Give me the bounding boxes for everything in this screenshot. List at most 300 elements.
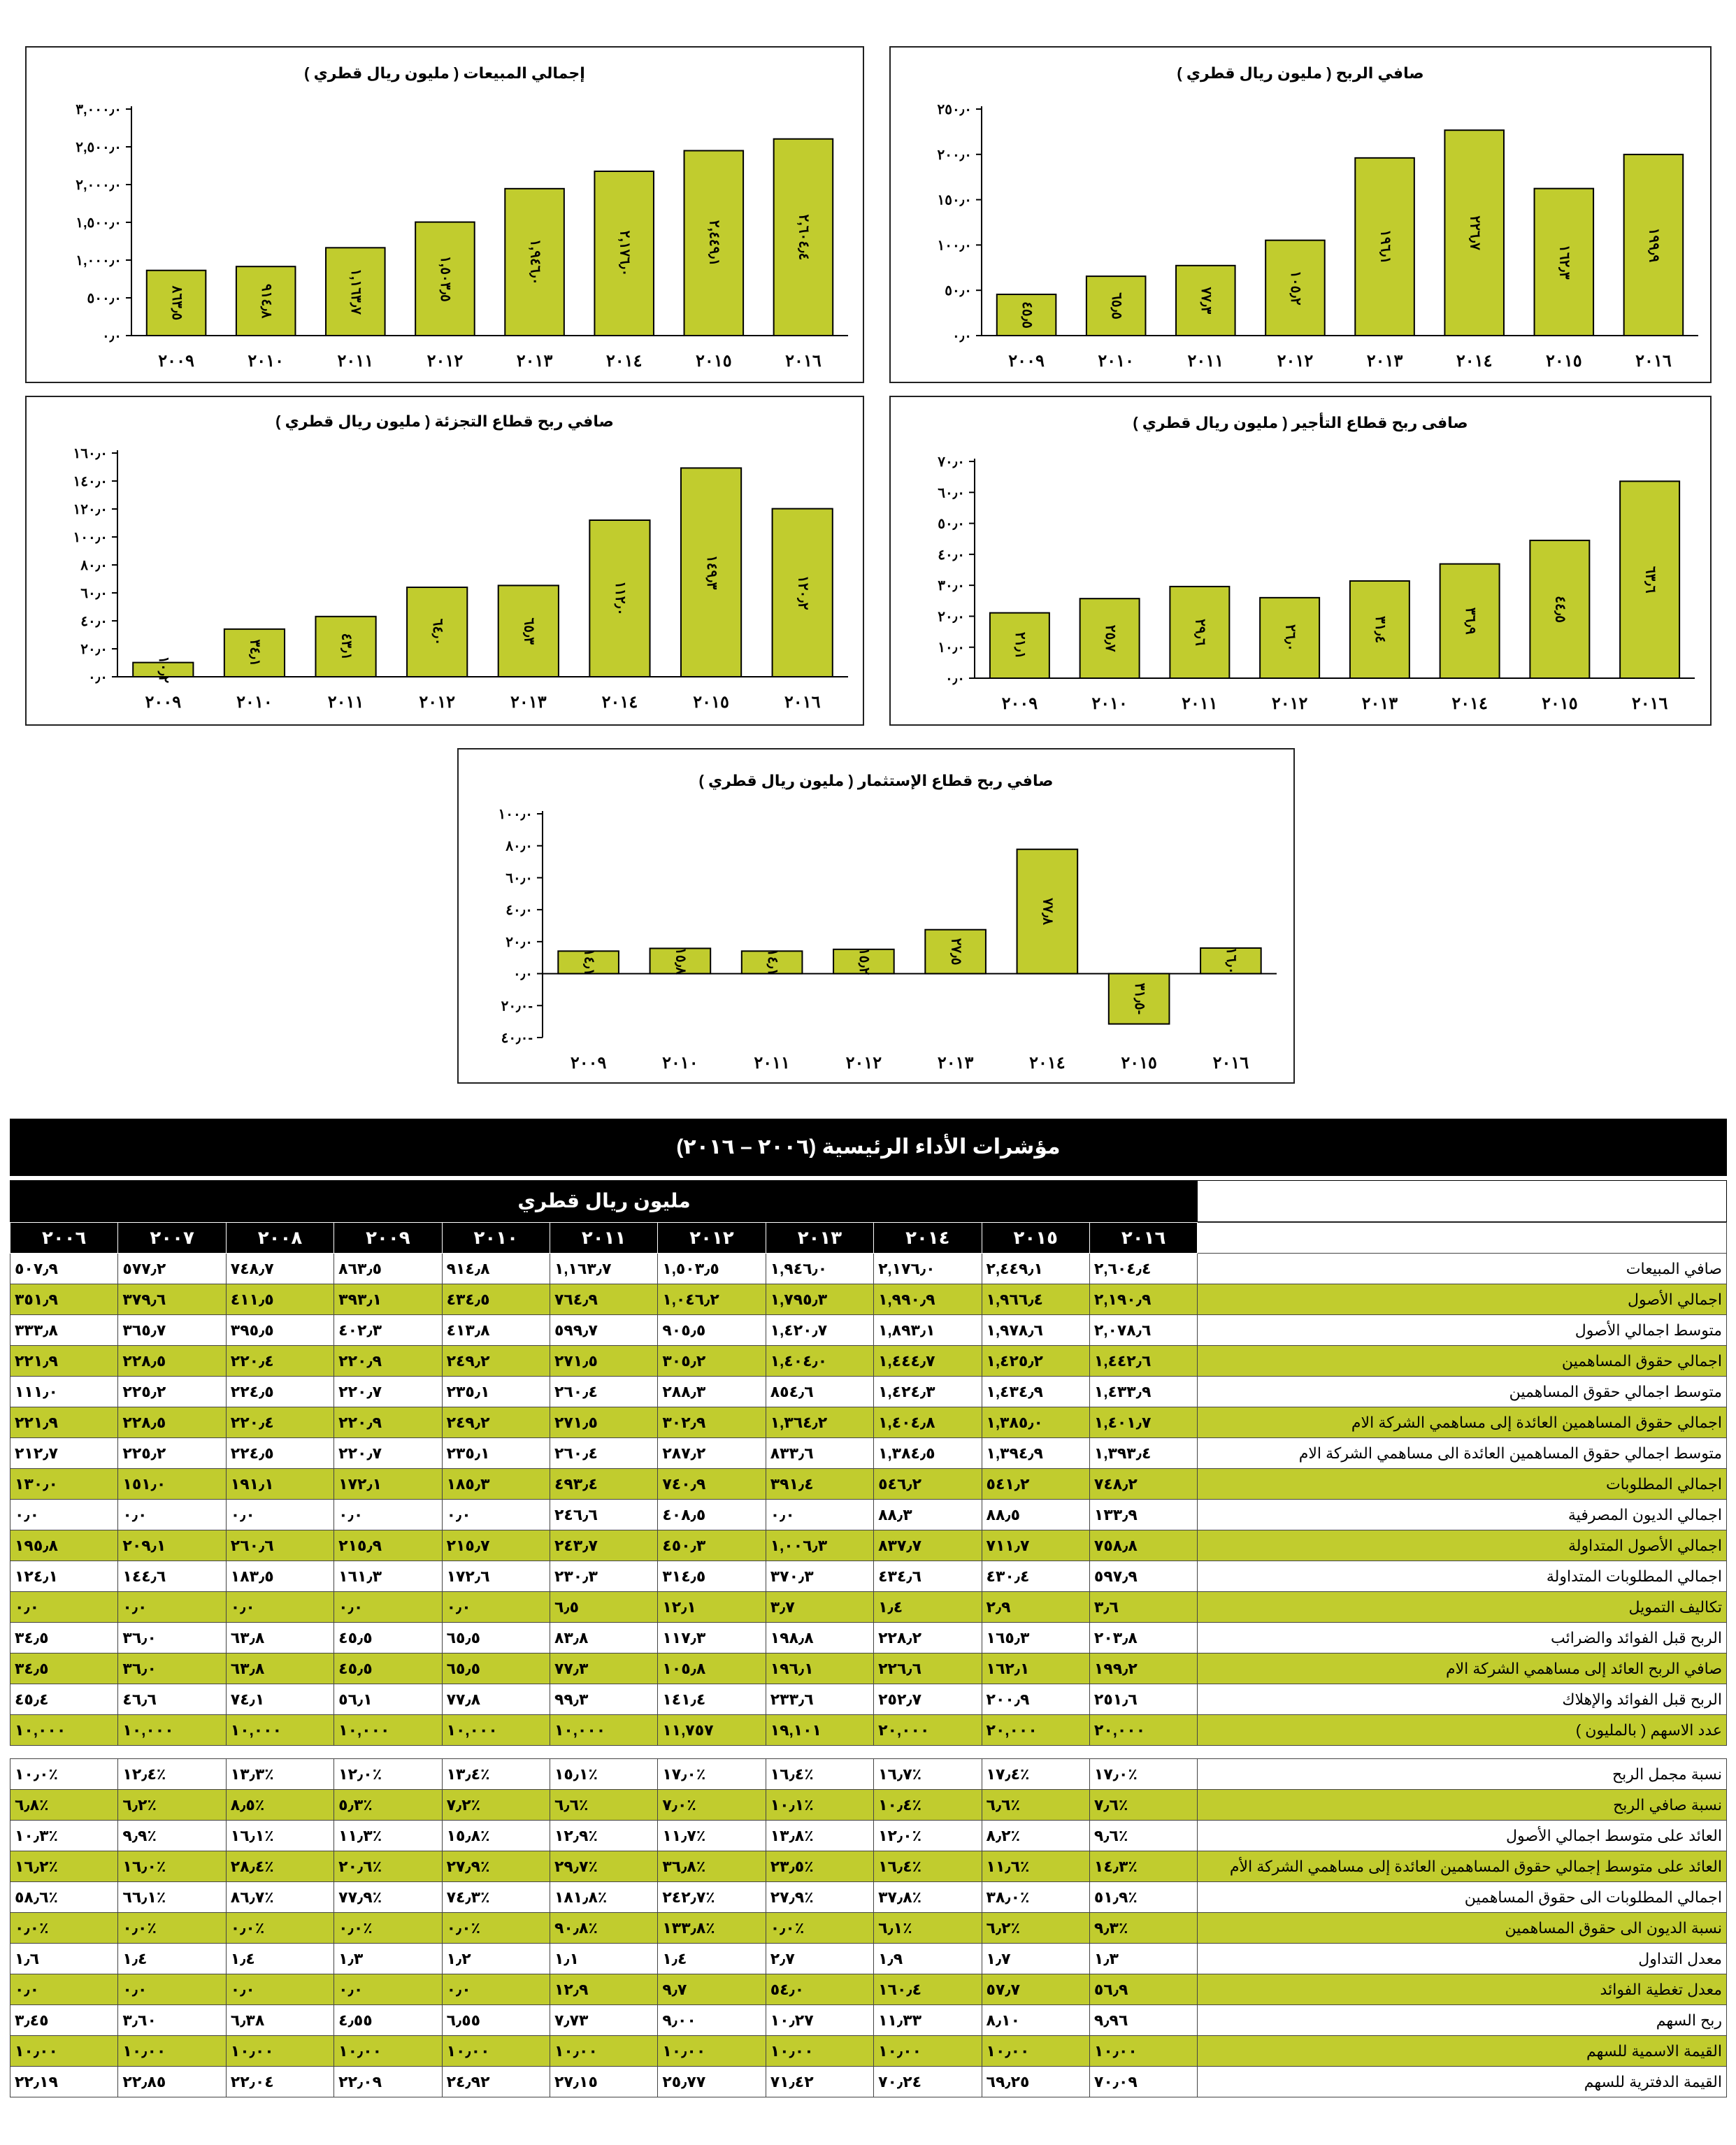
- data-label: ١٩٦٫١: [1377, 229, 1393, 264]
- table-cell: ٤٥٫٥: [334, 1623, 442, 1653]
- table-cell: ٪٣٨٫٠: [982, 1882, 1089, 1913]
- table-cell: ٧٫٧٣: [550, 2005, 657, 2036]
- table-cell: ٢٠,٠٠٠: [874, 1715, 982, 1746]
- table-cell: ٪٢٠٫٦: [334, 1851, 442, 1882]
- row-label: اجمالي الأصول المتداولة: [1198, 1530, 1727, 1561]
- kpi-section: [10, 1119, 1727, 2097]
- table-cell: ٣٦٫٠: [118, 1623, 226, 1653]
- data-label: ٧٧٫٣: [1198, 287, 1214, 315]
- table-cell: ١٩٨٫٨: [766, 1623, 873, 1653]
- table-cell: ٪١٠٫٤: [874, 1790, 982, 1821]
- data-label: ٦٤٫٠: [429, 618, 445, 646]
- table-cell: ١٩١٫١: [226, 1469, 333, 1500]
- table-cell: ١,٤٣٤٫٩: [982, 1377, 1089, 1407]
- table-cell: ٠٫٠: [10, 1974, 118, 2005]
- y-tick-label: ٨٠٫٠: [80, 558, 108, 573]
- data-label: ١٢٠٫٢: [795, 575, 811, 610]
- table-cell: ٢٣٣٫٦: [766, 1684, 873, 1715]
- table-cell: ١,٩٤٦٫٠: [766, 1254, 873, 1284]
- table-cell: ١,٩٧٨٫٦: [982, 1315, 1089, 1346]
- table-cell: ٠٫٠: [10, 1500, 118, 1530]
- chart-sales: [25, 46, 864, 383]
- table-cell: ٢٢٫٠٤: [226, 2067, 333, 2097]
- table-cell: ٢٢٠٫٤: [226, 1407, 333, 1438]
- table-cell: ٤٩٣٫٤: [550, 1469, 657, 1500]
- table-cell: ١٫٣: [1089, 1944, 1197, 1974]
- table-cell: ١٦٥٫٣: [982, 1623, 1089, 1653]
- table-cell: ٪١٠٫٠: [10, 1759, 118, 1790]
- row-label: متوسط اجمالي حقوق المساهمين العائدة الى مساهمي الشركة الام: [1198, 1438, 1727, 1469]
- table-cell: ٣٫٦: [1089, 1592, 1197, 1623]
- chart-retail: [25, 396, 864, 726]
- table-cell: ٨٦٣٫٥: [334, 1254, 442, 1284]
- row-label: نسبة الديون الى حقوق المساهمين: [1198, 1913, 1727, 1944]
- table-cell: ٣٫٤٥: [10, 2005, 118, 2036]
- kpi-unit: مليون ريال قطري: [10, 1181, 1199, 1221]
- table-cell: ٪٦٫١: [874, 1913, 982, 1944]
- table-cell: ٪١٠٫١: [766, 1790, 873, 1821]
- table-cell: ٪٥١٫٩: [1089, 1882, 1197, 1913]
- table-cell: ٢٤٩٫٢: [442, 1407, 550, 1438]
- table-cell: ١,٣٩٤٫٩: [982, 1438, 1089, 1469]
- data-label: ٤٥٫٥: [1019, 301, 1035, 329]
- row-label: صافي الربح العائد إلى مساهمي الشركة الام: [1198, 1653, 1727, 1684]
- x-tick-label: ٢٠١٣: [510, 693, 547, 712]
- table-cell: ٠٫٠: [226, 1974, 333, 2005]
- table-cell: ١١٫٣٣: [874, 2005, 982, 2036]
- table-cell: ١٠٫٠٠: [442, 2036, 550, 2067]
- chart-title: إجمالي المبيعات ( مليون ريال قطري ): [304, 64, 585, 82]
- row-label: تكاليف التمويل: [1198, 1592, 1727, 1623]
- row-label: اجمالي حقوق المساهمين: [1198, 1346, 1727, 1377]
- table-cell: ٩٩٫٣: [550, 1684, 657, 1715]
- table-cell: ٢٫٩: [982, 1592, 1089, 1623]
- table-cell: ١٠٫٠٠: [874, 2036, 982, 2067]
- table-cell: ٠٫٠: [334, 1974, 442, 2005]
- table-cell: ١٫٤: [118, 1944, 226, 1974]
- table-cell: ٣٧٠٫٣: [766, 1561, 873, 1592]
- y-tick-label: ١٠٠٫٠: [937, 238, 972, 254]
- chart-leasing-svg: [891, 397, 1710, 724]
- table-cell: ٪٧٫٦: [1089, 1790, 1197, 1821]
- table-row: [10, 1882, 1727, 1913]
- table-cell: ١٫٦: [10, 1944, 118, 1974]
- table-cell: ١٠٫٠٠: [334, 2036, 442, 2067]
- data-label: ٦٣٫٦: [1642, 566, 1658, 594]
- table-cell: ٢٢٫٨٥: [118, 2067, 226, 2097]
- table-cell: ١٨٥٫٣: [442, 1469, 550, 1500]
- table-cell: ٢٦٠٫٤: [550, 1438, 657, 1469]
- table-cell: ٢٧١٫٥: [550, 1407, 657, 1438]
- table-cell: ٠٫٠: [442, 1974, 550, 2005]
- y-tick-label: ٦٠٫٠: [505, 870, 533, 887]
- x-tick-label: ٢٠٠٩: [158, 352, 194, 371]
- y-tick-label: ١,٥٠٠٫٠: [76, 215, 122, 231]
- data-label: ١٤٫١: [581, 949, 597, 976]
- table-cell: ٩١٤٫٨: [442, 1254, 550, 1284]
- table-cell: ١٠٫٠٠: [10, 2036, 118, 2067]
- table-cell: ٧٠٫٢٤: [874, 2067, 982, 2097]
- table-cell: ٢٢٤٫٥: [226, 1438, 333, 1469]
- kpi-header-blank: [1199, 1181, 1726, 1221]
- table-cell: ٨٣٫٨: [550, 1623, 657, 1653]
- table-cell: ٪١٢٫٠: [334, 1759, 442, 1790]
- data-label: ١٩٩٫٩: [1646, 227, 1662, 263]
- data-label: ١,٥٠٣٫٥: [438, 255, 454, 302]
- table-row: [10, 1684, 1727, 1715]
- y-tick-label: ٥٠٫٠: [945, 283, 972, 299]
- table-row: [10, 1974, 1727, 2005]
- x-tick-label: ٢٠١٥: [1542, 694, 1578, 713]
- row-label: نسبة صافي الربح: [1198, 1790, 1727, 1821]
- x-tick-label: ٢٠١٢: [419, 693, 455, 712]
- data-label: ١٥٫٢: [856, 947, 873, 975]
- table-cell: ٢٠٩٫١: [118, 1530, 226, 1561]
- table-cell: ٥٩٩٫٧: [550, 1315, 657, 1346]
- table-cell: ١,٤٠١٫٧: [1089, 1407, 1197, 1438]
- table-cell: ٢٧١٫٥: [550, 1346, 657, 1377]
- year-header: ٢٠١١: [550, 1223, 657, 1254]
- table-cell: ٢٥٢٫٧: [874, 1684, 982, 1715]
- table-cell: ١٠,٠٠٠: [334, 1715, 442, 1746]
- y-tick-label: ٧٠٫٠: [938, 454, 965, 470]
- table-cell: ٣٤٫٥: [10, 1653, 118, 1684]
- row-label: ربح السهم: [1198, 2005, 1727, 2036]
- table-cell: ٣٫٧: [766, 1592, 873, 1623]
- y-tick-label: ٠٫٠: [102, 329, 122, 344]
- y-tick-label: ٢٠٫٠: [505, 934, 533, 950]
- table-cell: ٢,٦٠٤٫٤: [1089, 1254, 1197, 1284]
- x-tick-label: ٢٠١٦: [784, 693, 821, 712]
- chart-investment: [457, 748, 1295, 1084]
- table-cell: ٪٠٫٠: [118, 1913, 226, 1944]
- table-cell: ٪١٦٫٢: [10, 1851, 118, 1882]
- table-cell: ٨٣٧٫٧: [874, 1530, 982, 1561]
- table-cell: ٪١٥٫٨: [442, 1821, 550, 1851]
- table-cell: ٢٢٦٫٦: [874, 1653, 982, 1684]
- row-label: نسبة مجمل الربح: [1198, 1759, 1727, 1790]
- table-cell: ٪٨٫٥: [226, 1790, 333, 1821]
- table-cell: ١,٧٩٥٫٣: [766, 1284, 873, 1315]
- data-label: ٦٥٫٥: [1108, 292, 1124, 320]
- table-cell: ٪٢٩٫٧: [550, 1851, 657, 1882]
- table-cell: ٠٫٠: [10, 1592, 118, 1623]
- chart-profit: [889, 46, 1712, 383]
- table-cell: ٧٤٫١: [226, 1684, 333, 1715]
- x-tick-label: ٢٠١٢: [426, 352, 464, 371]
- x-tick-label: ٢٠١٥: [1546, 352, 1582, 371]
- y-tick-label: ١٠٫٠: [938, 640, 965, 656]
- x-tick-label: ٢٠١٤: [605, 352, 643, 371]
- y-tick-label: ٣,٠٠٠٫٠: [76, 102, 122, 117]
- chart-leasing: [889, 396, 1712, 726]
- table-cell: ١,٠٠٦٫٣: [766, 1530, 873, 1561]
- table-cell: ٢٫٧: [766, 1944, 873, 1974]
- table-cell: ١,٤٢٥٫٢: [982, 1346, 1089, 1377]
- x-tick-label: ٢٠١١: [754, 1054, 790, 1072]
- table-cell: ٢٣٥٫١: [442, 1377, 550, 1407]
- table-cell: ٢٤٣٫٧: [550, 1530, 657, 1561]
- x-tick-label: ٢٠١٢: [1277, 352, 1314, 371]
- table-cell: ٠٫٠: [118, 1974, 226, 2005]
- x-tick-label: ٢٠١٠: [1098, 352, 1134, 371]
- table-cell: ٢,١٩٠٫٩: [1089, 1284, 1197, 1315]
- table-cell: ٤٣٤٫٦: [874, 1561, 982, 1592]
- table-row: [10, 2067, 1727, 2097]
- table-cell: ٢,١٧٦٫٠: [874, 1254, 982, 1284]
- table-cell: ٣٦٥٫٧: [118, 1315, 226, 1346]
- table-cell: ١٧٢٫١: [334, 1469, 442, 1500]
- x-tick-label: ٢٠١١: [327, 693, 364, 712]
- table-cell: ١,٤٣٣٫٩: [1089, 1377, 1197, 1407]
- table-cell: ٪٨٦٫٧: [226, 1882, 333, 1913]
- table-row: [10, 1851, 1727, 1882]
- table-cell: ١٫٢: [442, 1944, 550, 1974]
- table-cell: ٧١٫٤٢: [766, 2067, 873, 2097]
- table-cell: ٪١٦٫٤: [766, 1759, 873, 1790]
- row-label: معدل تغطية الفوائد: [1198, 1974, 1727, 2005]
- data-label: ٣١٫٥-: [1131, 982, 1147, 1015]
- table-cell: ٢٦٠٫٤: [550, 1377, 657, 1407]
- data-label: ٣٦٫٩: [1462, 607, 1478, 635]
- table-cell: ١٠,٠٠٠: [550, 1715, 657, 1746]
- table-cell: ٪٦٫٦: [982, 1790, 1089, 1821]
- x-tick-label: ٢٠١٤: [1456, 352, 1493, 371]
- table-cell: ٩٫٠٠: [658, 2005, 766, 2036]
- table-cell: ٢٤٦٫٦: [550, 1500, 657, 1530]
- table-cell: ٢١٥٫٩: [334, 1530, 442, 1561]
- table-cell: ٢٢٨٫٢: [874, 1623, 982, 1653]
- table-cell: ١,٤٤٢٫٦: [1089, 1346, 1197, 1377]
- table-cell: ٪٠٫٠: [334, 1913, 442, 1944]
- table-cell: ١,٠٤٦٫٢: [658, 1284, 766, 1315]
- year-header: ٢٠٠٦: [10, 1223, 118, 1254]
- chart-title: صافي ربح قطاع الإستثمار ( مليون ريال قطري ): [698, 772, 1054, 789]
- table-cell: ٠٫٠: [766, 1500, 873, 1530]
- table-cell: ٠٫٠: [442, 1500, 550, 1530]
- table-row: [10, 1623, 1727, 1653]
- table-cell: ١,٥٠٣٫٥: [658, 1254, 766, 1284]
- data-label: ٦٥٫٣: [521, 617, 537, 645]
- table-cell: ٢٢٨٫٥: [118, 1407, 226, 1438]
- table-cell: ١٫٤: [658, 1944, 766, 1974]
- table-cell: ٢,٤٤٩٫١: [982, 1254, 1089, 1284]
- table-cell: ١,٣٦٤٫٢: [766, 1407, 873, 1438]
- table-row: [10, 1530, 1727, 1561]
- table-cell: ٥٤١٫٢: [982, 1469, 1089, 1500]
- table-cell: ٪٧٤٫٣: [442, 1882, 550, 1913]
- table-cell: ٢٢٫٠٩: [334, 2067, 442, 2097]
- table-cell: ٪١١٫٦: [982, 1851, 1089, 1882]
- row-label: متوسط اجمالي حقوق المساهمين: [1198, 1377, 1727, 1407]
- table-cell: ١,٩٩٠٫٩: [874, 1284, 982, 1315]
- row-label: القيمة الدفترية للسهم: [1198, 2067, 1727, 2097]
- data-label: ٨٦٣٫٥: [168, 285, 185, 321]
- table-row: [10, 2005, 1727, 2036]
- table-cell: ٪١٠٫٣: [10, 1821, 118, 1851]
- ratios-table: [10, 1758, 1727, 2097]
- x-tick-label: ٢٠١٥: [1121, 1054, 1157, 1072]
- x-tick-label: ٢٠١٠: [248, 352, 284, 371]
- table-cell: ١٢٤٫١: [10, 1561, 118, 1592]
- table-cell: ٪٣٧٫٨: [874, 1882, 982, 1913]
- table-cell: ٠٫٠: [334, 1592, 442, 1623]
- table-cell: ٢٢٠٫٧: [334, 1377, 442, 1407]
- table-cell: ٣٥١٫٩: [10, 1284, 118, 1315]
- table-cell: ٢,٠٧٨٫٦: [1089, 1315, 1197, 1346]
- table-cell: ٨٫١٠: [982, 2005, 1089, 2036]
- table-cell: ١٥١٫٠: [118, 1469, 226, 1500]
- table-row: [10, 1438, 1727, 1469]
- year-header: ٢٠١٣: [766, 1223, 873, 1254]
- table-cell: ٪٢٣٫٥: [766, 1851, 873, 1882]
- table-cell: ٣٠٥٫٢: [658, 1346, 766, 1377]
- table-cell: ٢١٢٫٧: [10, 1438, 118, 1469]
- table-cell: ٥٦٫١: [334, 1684, 442, 1715]
- table-cell: ٢٣٥٫١: [442, 1438, 550, 1469]
- table-cell: ١٫٤: [874, 1592, 982, 1623]
- x-tick-label: ٢٠٠٩: [1001, 694, 1038, 713]
- table-cell: ١٠٫٢٧: [766, 2005, 873, 2036]
- table-cell: ٣٩٥٫٥: [226, 1315, 333, 1346]
- x-tick-label: ٢٠١٤: [1029, 1054, 1066, 1072]
- table-row: [10, 1944, 1727, 1974]
- table-cell: ٪١٨١٫٨: [550, 1882, 657, 1913]
- data-label: ١,٩٤٦٫٠: [527, 239, 543, 285]
- table-cell: ٤٦٫٦: [118, 1684, 226, 1715]
- table-cell: ٣٩١٫٤: [766, 1469, 873, 1500]
- row-label: عدد الاسهم ( بالمليون ): [1198, 1715, 1727, 1746]
- row-label: اجمالي المطلوبات: [1198, 1469, 1727, 1500]
- table-cell: ٤٫٥٥: [334, 2005, 442, 2036]
- table-cell: ٪١٣٫٣: [226, 1759, 333, 1790]
- table-cell: ٠٫٠: [226, 1500, 333, 1530]
- table-row: [10, 1592, 1727, 1623]
- y-tick-label: ٢,٥٠٠٫٠: [76, 140, 122, 155]
- row-label: القيمة الاسمية للسهم: [1198, 2036, 1727, 2067]
- table-cell: ١٩٦٫١: [766, 1653, 873, 1684]
- y-tick-label: ٢٠٠٫٠: [937, 147, 972, 163]
- y-tick-label: ٣٠٫٠: [938, 578, 965, 594]
- table-cell: ١٠,٠٠٠: [226, 1715, 333, 1746]
- table-cell: ٦٣٫٨: [226, 1623, 333, 1653]
- table-cell: ٣٤٫٥: [10, 1623, 118, 1653]
- table-cell: ٢٢١٫٩: [10, 1407, 118, 1438]
- table-cell: ١,٣٨٥٫٠: [982, 1407, 1089, 1438]
- data-label: ١٠٥٫٢: [1288, 271, 1304, 306]
- x-tick-label: ٢٠١١: [337, 352, 374, 371]
- table-cell: ٪٠٫٠: [226, 1913, 333, 1944]
- table-cell: ٢٢٤٫٥: [226, 1377, 333, 1407]
- x-tick-label: ٢٠١٠: [236, 693, 273, 712]
- table-cell: ١٫٣: [334, 1944, 442, 1974]
- y-tick-label: ٢,٠٠٠٫٠: [76, 178, 122, 193]
- table-cell: ٥٩٧٫٩: [1089, 1561, 1197, 1592]
- year-header: ٢٠١٤: [874, 1223, 982, 1254]
- table-cell: ٪١١٫٧: [658, 1821, 766, 1851]
- table-cell: ٢٠٠٫٩: [982, 1684, 1089, 1715]
- table-cell: ٢٨٨٫٣: [658, 1377, 766, 1407]
- table-cell: ٧٥٨٫٨: [1089, 1530, 1197, 1561]
- y-tick-label: ٤٠٫٠: [80, 614, 108, 629]
- table-cell: ١٫٧: [982, 1944, 1089, 1974]
- y-tick-label: ٠٫٠: [952, 329, 972, 344]
- row-label: اجمالي المطلوبات الى حقوق المساهمين: [1198, 1882, 1727, 1913]
- table-cell: ١٣٠٫٠: [10, 1469, 118, 1500]
- chart-profit-svg: [891, 48, 1710, 382]
- table-cell: ٢٦٠٫٦: [226, 1530, 333, 1561]
- table-cell: ١٠٫٠٠: [1089, 2036, 1197, 2067]
- table-cell: ٣٫٦٠: [118, 2005, 226, 2036]
- y-tick-label: ٦٠٫٠: [938, 485, 965, 501]
- table-cell: ٪١٦٫١: [226, 1821, 333, 1851]
- kpi-table: [10, 1222, 1727, 1746]
- table-cell: ٠٫٠: [226, 1592, 333, 1623]
- table-cell: ١,٤٢٤٫٣: [874, 1377, 982, 1407]
- data-label: ٢٦٫٠: [1282, 624, 1298, 652]
- table-cell: ٪١٧٫٠: [1089, 1759, 1197, 1790]
- table-row: [10, 1469, 1727, 1500]
- table-row: [10, 1715, 1727, 1746]
- table-row: [10, 1315, 1727, 1346]
- table-cell: ٤٥٠٫٣: [658, 1530, 766, 1561]
- data-label: ٢,٦٠٤٫٤: [796, 214, 812, 261]
- table-cell: ٪٠٫٠: [766, 1913, 873, 1944]
- table-cell: ١,٤٢٠٫٧: [766, 1315, 873, 1346]
- table-cell: ٢٨٧٫٢: [658, 1438, 766, 1469]
- chart-investment-svg: [459, 749, 1293, 1082]
- table-cell: ٪١٣٫٨: [766, 1821, 873, 1851]
- data-label: ٢٢٦٫٧: [1467, 215, 1483, 250]
- kpi-unit-header: [10, 1180, 1727, 1222]
- row-label: الربح قبل الفوائد والإهلاك: [1198, 1684, 1727, 1715]
- data-label: ٤٤٫٥: [1552, 596, 1568, 623]
- table-cell: ٪٩٫٣: [1089, 1913, 1197, 1944]
- y-tick-label: ٦٠٫٠: [80, 586, 108, 601]
- table-cell: ٢٢٠٫٩: [334, 1346, 442, 1377]
- table-cell: ١٤١٫٤: [658, 1684, 766, 1715]
- chart-title: صافي ربح قطاع التجزئة ( مليون ريال قطري ): [275, 412, 614, 430]
- table-cell: ٪٣٦٫٨: [658, 1851, 766, 1882]
- table-row: [10, 1346, 1727, 1377]
- table-cell: ١٠٫٠٠: [658, 2036, 766, 2067]
- table-cell: ٢٠,٠٠٠: [982, 1715, 1089, 1746]
- y-tick-label: ١٥٠٫٠: [937, 192, 972, 208]
- table-cell: ٪١٦٫٠: [118, 1851, 226, 1882]
- x-tick-label: ٢٠١٣: [1366, 352, 1403, 371]
- table-cell: ٪١١٫٣: [334, 1821, 442, 1851]
- y-tick-label: ٨٠٫٠: [505, 838, 533, 854]
- y-tick-label: ٠٫٠: [945, 671, 965, 687]
- y-tick-label: ٢٠٫٠: [80, 642, 108, 657]
- table-cell: ٢٢٥٫٢: [118, 1438, 226, 1469]
- table-cell: ٥٤٫٠: [766, 1974, 873, 2005]
- table-cell: ٪٠٫٠: [442, 1913, 550, 1944]
- table-cell: ١٠٫٠٠: [766, 2036, 873, 2067]
- table-cell: ١٠٫٠٠: [550, 2036, 657, 2067]
- table-cell: ٢٤٫٩٢: [442, 2067, 550, 2097]
- table-cell: ٪٧٧٫٩: [334, 1882, 442, 1913]
- table-cell: ١٩٩٫٢: [1089, 1653, 1197, 1684]
- table-cell: ١٨٣٫٥: [226, 1561, 333, 1592]
- table-cell: ٪٦٫٢: [118, 1790, 226, 1821]
- table-cell: ٠٫٠: [118, 1592, 226, 1623]
- table-cell: ٢٢٨٫٥: [118, 1346, 226, 1377]
- table-cell: ٪٠٫٠: [10, 1913, 118, 1944]
- table-cell: ١٫١: [550, 1944, 657, 1974]
- table-cell: ٢٢١٫٩: [10, 1346, 118, 1377]
- row-label: الربح قبل الفوائد والضرائب: [1198, 1623, 1727, 1653]
